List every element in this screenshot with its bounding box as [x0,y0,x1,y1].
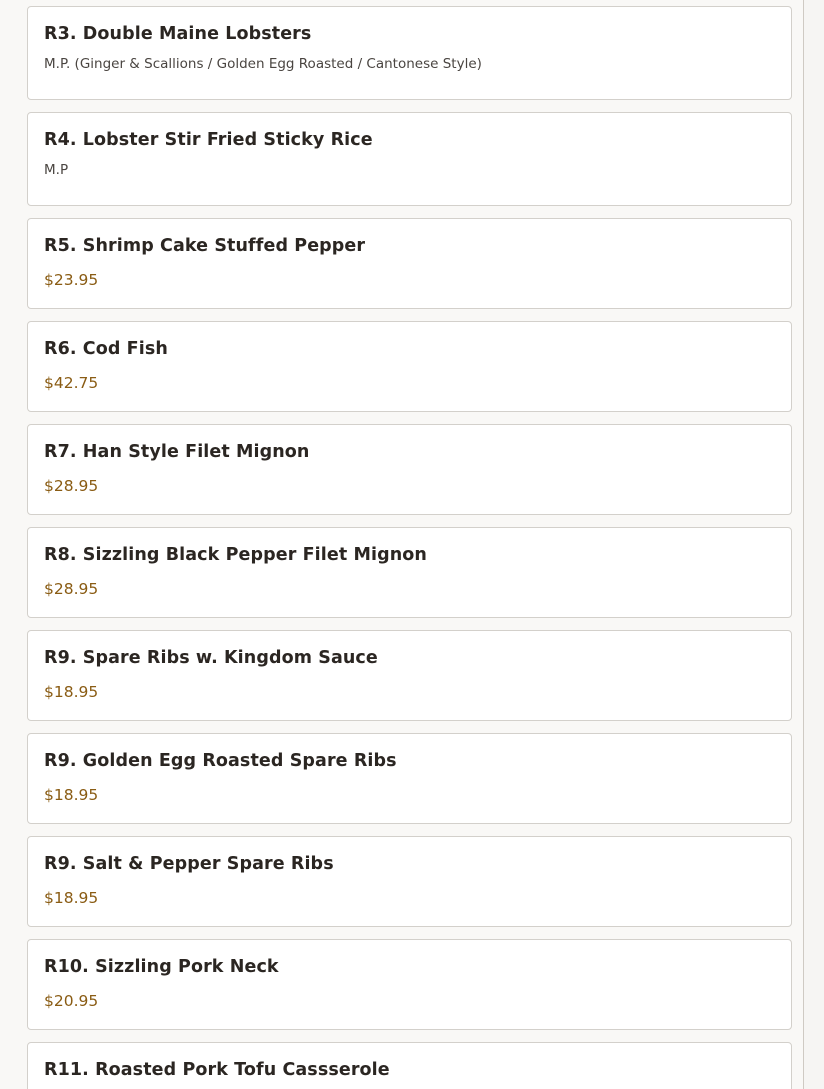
menu-item-price: $28.95 [44,580,99,598]
scroll-gutter [804,0,824,1089]
menu-item-name: R4. Lobster Stir Fried Sticky Rice [44,130,373,150]
menu-item-card[interactable] [27,218,792,309]
menu-item-card[interactable] [27,630,792,721]
menu-item-name: R9. Golden Egg Roasted Spare Ribs [44,751,397,771]
menu-item-card[interactable] [27,939,792,1030]
menu-item-name: R3. Double Maine Lobsters [44,24,312,44]
menu-item-name: R9. Spare Ribs w. Kingdom Sauce [44,648,378,668]
menu-item-price: $18.95 [44,889,99,907]
menu-item-card[interactable] [27,1042,792,1089]
menu-item-price: $18.95 [44,683,99,701]
menu-item-name: R9. Salt & Pepper Spare Ribs [44,854,334,874]
menu-item-card[interactable] [27,733,792,824]
menu-item-price: $23.95 [44,271,99,289]
menu-item-name: R10. Sizzling Pork Neck [44,957,279,977]
menu-item-card[interactable] [27,527,792,618]
menu-item-price: $42.75 [44,374,99,392]
menu-item-card[interactable] [27,424,792,515]
menu-item-name: R8. Sizzling Black Pepper Filet Mignon [44,545,427,565]
menu-item-list [27,6,792,1089]
menu-item-name: R6. Cod Fish [44,339,168,359]
menu-item-card[interactable] [27,6,792,100]
menu-item-card[interactable] [27,112,792,206]
menu-item-description: M.P. (Ginger & Scallions / Golden Egg Roasted / Cantonese Style) [44,56,482,72]
menu-item-price: $20.95 [44,992,99,1010]
menu-item-name: R5. Shrimp Cake Stuffed Pepper [44,236,366,256]
menu-item-card[interactable] [27,321,792,412]
menu-item-price: $18.95 [44,786,99,804]
menu-item-price: $28.95 [44,477,99,495]
menu-item-description: M.P [44,162,69,178]
menu-item-name: R11. Roasted Pork Tofu Cassserole [44,1060,390,1080]
menu-item-name: R7. Han Style Filet Mignon [44,442,310,462]
menu-item-card[interactable] [27,836,792,927]
